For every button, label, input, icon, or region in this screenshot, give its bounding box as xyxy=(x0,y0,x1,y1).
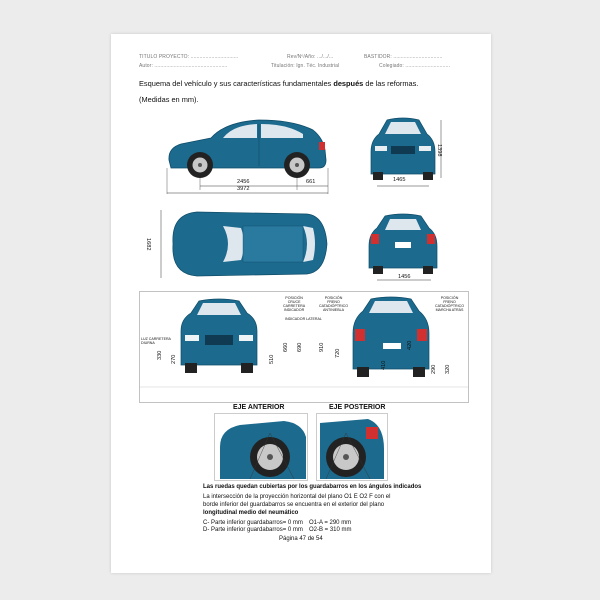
note-line-3: borde inferior del guardabarros se encuentra en el exterior del plano xyxy=(203,502,385,508)
note-line-2: La intersección de la proyección horizontal del plano O1 E O2 F con el xyxy=(203,494,391,500)
dim-track-front: 1465 xyxy=(393,177,406,183)
header-bastidor: BASTIDOR: ................................. xyxy=(364,54,443,60)
dim-rear-410: 410 xyxy=(381,360,387,370)
dim-front-510: 510 xyxy=(269,354,275,364)
dim-front-690: 690 xyxy=(297,342,303,352)
dim-rear-overhang: 661 xyxy=(306,179,316,185)
axle-rear-title: EJE POSTERIOR xyxy=(329,404,386,411)
dim-track-rear: 1456 xyxy=(398,274,411,280)
units-note: (Medidas en mm). xyxy=(139,95,199,104)
dim-front-330: 330 xyxy=(157,350,163,360)
dim-wheelbase: 2456 xyxy=(237,179,250,185)
note-line-4: longitudinal medio del neumático xyxy=(203,510,299,516)
document-page xyxy=(111,34,491,573)
dim-rear-910: 910 xyxy=(319,342,325,352)
top-view-drawing xyxy=(157,204,337,284)
dim-width: 1682 xyxy=(145,238,151,251)
note-o2b: O2-B = 310 mm xyxy=(309,527,352,533)
rear-axle-drawing xyxy=(316,413,388,481)
header-titulacion: Titulación: Ign. Téc. Industrial xyxy=(271,63,340,69)
note-d: D- Parte inferior guardabarros= 0 mm xyxy=(203,527,303,533)
dim-rear-290: 290 xyxy=(431,364,437,374)
front-axle-drawing xyxy=(214,413,308,481)
dim-front-660: 660 xyxy=(283,342,289,352)
header-autor: Autor: ................................................. xyxy=(139,63,228,69)
dim-height: 1398 xyxy=(436,144,442,157)
label-rear-lights-right: POSICIÓN FRENO CATADIÓPTRICO MARCHA ATRÁS xyxy=(435,296,465,312)
note-c: C- Parte inferior guardabarros= 0 mm xyxy=(203,520,303,526)
dim-rear-320: 320 xyxy=(445,364,451,374)
label-indicador-lateral: INDICADOR LATERAL xyxy=(285,317,322,321)
header-titulo: TITULO PROYECTO: ................................ xyxy=(139,54,239,60)
axle-front-title: EJE ANTERIOR xyxy=(233,404,285,411)
label-rear-lights-mid: POSICIÓN FRENO CATADIÓPTRICO ANTINIEBLA xyxy=(319,296,349,312)
page-number: Página 47 de 54 xyxy=(279,536,323,542)
dim-length: 3972 xyxy=(237,186,250,192)
intro-sentence: Esquema del vehículo y sus características fundamentales después de las reformas. xyxy=(139,79,419,88)
label-luz-carretera: LUZ CARRETERA DIURNA xyxy=(141,337,171,345)
header-colegiado: Colegiado: .............................. xyxy=(379,63,451,69)
header-rev: Rev/Nº/Año: .../.../... xyxy=(287,54,334,60)
dim-rear-720: 720 xyxy=(335,348,341,358)
note-line-1: Las ruedas quedan cubiertas por los guardabarros en los ángulos indicados xyxy=(203,484,422,490)
dim-front-270: 270 xyxy=(171,354,177,364)
note-o1a: O1-A = 290 mm xyxy=(309,520,352,526)
dim-rear-420: 420 xyxy=(407,340,413,350)
label-front-lights: POSICIÓN CRUCE CARRETERA INDICADOR xyxy=(283,296,306,312)
